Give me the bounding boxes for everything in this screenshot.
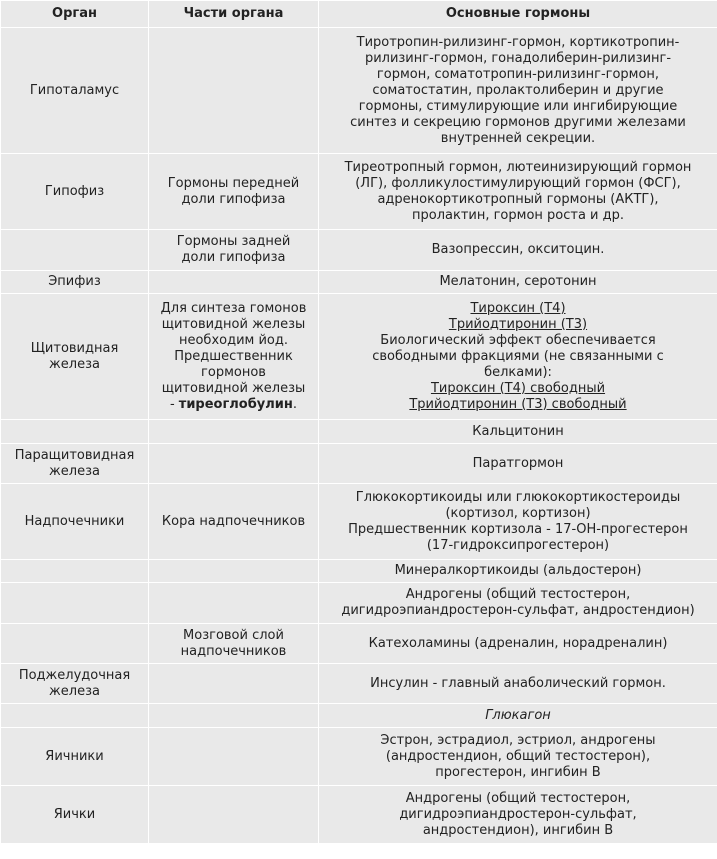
table-row	[1, 624, 717, 664]
organ-line: Поджелудочная	[18, 667, 131, 683]
part-line: Гормоны задней	[176, 234, 291, 249]
hormones-cell	[319, 704, 717, 728]
part-line: необходим йод.	[178, 332, 288, 348]
table-row	[1, 444, 717, 484]
part-line: доли гипофиза	[181, 250, 286, 265]
triiodothyronine-link[interactable]: Трийодтиронин (Т3)	[448, 316, 588, 332]
hormones-cell	[319, 728, 717, 786]
organ-cell	[1, 624, 149, 664]
organ-cell	[1, 704, 149, 728]
hormones-line: Эстрон, эстрадиол, эстриол, андрогены	[380, 732, 656, 748]
table-row	[1, 704, 717, 728]
hormones-line: Тиротропин-рилизинг-гормон, кортикотропин-	[356, 34, 680, 50]
hormones-line: (ЛГ), фолликулостимулирующий гормон (ФСГ),	[355, 175, 681, 191]
part-cell	[149, 786, 319, 844]
part-cell	[149, 728, 319, 786]
hormones-line: дигидроэпиандростерон-сульфат, андростендион)	[341, 603, 695, 618]
organ-cell	[1, 294, 149, 420]
organ-line: Паращитовидная	[14, 447, 135, 463]
hormones-line: гормон, соматотропин-рилизинг-гормон,	[376, 66, 660, 82]
hormones-line: пролактин, гормон роста и др.	[411, 207, 625, 223]
hormones-line: Андрогены (общий тестостерон,	[405, 587, 631, 602]
part-cell	[149, 294, 319, 420]
free-triiodothyronine-link[interactable]: Трийодтиронин (Т3) свободный	[409, 396, 627, 412]
hormones-line	[323, 317, 713, 333]
part-cell	[149, 444, 319, 484]
header-hormones: Основные гормоны	[319, 1, 717, 28]
hormones-line: внутренней секреции.	[440, 130, 596, 146]
part-cell	[149, 420, 319, 444]
table-header-row	[1, 1, 717, 28]
hormones-cell: Мелатонин, серотонин	[319, 271, 717, 294]
hormones-line: соматостатин, пролактолиберин и другие	[372, 82, 664, 98]
organ-cell	[1, 154, 149, 230]
hormones-line: Предшественник кортизола - 17-ОН-прогестерон	[348, 521, 688, 537]
hormones-line	[323, 301, 713, 317]
hormones-line: (кортизол, кортизон)	[445, 505, 591, 521]
part-cell	[149, 154, 319, 230]
part-suffix: .	[292, 396, 298, 412]
table-row	[1, 728, 717, 786]
part-line: Предшественник	[174, 348, 293, 364]
organ-cell	[1, 230, 149, 271]
hormones-line: прогестерон, ингибин В	[435, 764, 601, 780]
hormones-cell: Катехоламины (адреналин, норадреналин)	[319, 624, 717, 664]
part-line: Гормоны передней	[167, 175, 300, 191]
table-row	[1, 583, 717, 624]
part-cell	[149, 230, 319, 271]
part-line: Мозговой слой	[183, 627, 284, 643]
hormones-line: андростендион), ингибин В	[422, 822, 614, 838]
hormones-line: Глюкокортикоиды или глюкокортикостероиды	[355, 489, 681, 505]
table-row	[1, 560, 717, 583]
hormones-cell	[319, 786, 717, 844]
table-row	[1, 230, 717, 271]
thyroglobulin-term: тиреоглобулин	[178, 396, 293, 412]
part-cell	[149, 28, 319, 154]
organ-cell: Надпочечники	[1, 484, 149, 560]
hormones-line: (андростендион, общий тестостерон),	[385, 748, 651, 764]
organ-cell	[1, 560, 149, 583]
part-line: гормонов	[201, 364, 266, 380]
table-row	[1, 786, 717, 844]
hormones-line: Биологический эффект обеспечивается	[380, 332, 656, 348]
hormones-cell	[319, 28, 717, 154]
hormones-cell	[319, 154, 717, 230]
part-line: Для синтеза гомонов	[160, 300, 307, 316]
organ-cell	[1, 664, 149, 704]
hormones-cell: Минералкортикоиды (альдостерон)	[319, 560, 717, 583]
hormones-cell: Паратгормон	[319, 444, 717, 484]
hormones-line	[323, 381, 713, 397]
part-cell	[149, 624, 319, 664]
organ-line: Щитовидная	[30, 340, 119, 356]
free-thyroxine-link[interactable]: Тироксин (Т4) свободный	[430, 380, 606, 396]
organ-line: железа	[49, 356, 100, 372]
part-line: щитовидной железы	[161, 316, 306, 332]
table-row	[1, 664, 717, 704]
hormones-cell: Вазопрессин, окситоцин.	[319, 230, 717, 271]
organ-line: железа	[49, 683, 100, 699]
organ-cell: Яички	[1, 786, 149, 844]
table-row	[1, 28, 717, 154]
organ-cell: Яичники	[1, 728, 149, 786]
organ-name: Гипофиз	[44, 183, 105, 199]
hormones-cell: Инсулин - главный анаболический гормон.	[319, 664, 717, 704]
part-line	[153, 397, 314, 413]
hormones-cell	[319, 583, 717, 624]
part-cell	[149, 271, 319, 294]
hormones-line: синтез и секрецию гормонов другими железами	[350, 114, 686, 130]
hormones-line: Андрогены (общий тестостерон,	[405, 790, 631, 806]
hormones-line	[323, 397, 713, 413]
hormones-cell: Кальцитонин	[319, 420, 717, 444]
organ-cell	[1, 583, 149, 624]
part-line: надпочечников	[180, 643, 287, 659]
table-row	[1, 154, 717, 230]
table-row	[1, 484, 717, 560]
hormones-line: рилизинг-гормон, гонадолиберин-рилизинг-	[364, 50, 672, 66]
part-line: доли гипофиза	[181, 191, 286, 207]
part-cell: Кора надпочечников	[149, 484, 319, 560]
hormones-line: белками):	[484, 364, 552, 380]
organ-cell: Эпифиз	[1, 271, 149, 294]
hormones-line: (17-гидроксипрогестерон)	[426, 537, 610, 553]
organ-name: Гипоталамус	[29, 82, 120, 98]
organ-cell	[1, 444, 149, 484]
table-row	[1, 294, 717, 420]
thyroxine-link[interactable]: Тироксин (Т4)	[470, 300, 566, 316]
header-parts: Части органа	[149, 1, 319, 28]
table-row	[1, 420, 717, 444]
part-line: щитовидной железы	[161, 380, 306, 396]
organ-cell	[1, 420, 149, 444]
header-organ: Орган	[1, 1, 149, 28]
hormones-line: Тиреотропный гормон, лютеинизирующий гормон	[344, 159, 692, 175]
part-cell	[149, 664, 319, 704]
hormones-line: гормоны, стимулирующие или ингибирующие	[358, 98, 678, 114]
hormones-line: адренокортикотропный гормоны (АКТГ),	[377, 191, 659, 207]
part-prefix: -	[169, 396, 179, 412]
table-row	[1, 271, 717, 294]
part-cell	[149, 583, 319, 624]
part-cell	[149, 560, 319, 583]
hormones-line: свободными фракциями (не связанными с	[372, 348, 664, 364]
organ-line: железа	[49, 463, 100, 479]
part-cell	[149, 704, 319, 728]
glucagon-text: Глюкагон	[485, 707, 551, 723]
hormones-cell	[319, 484, 717, 560]
hormones-line: дигидроэпиандростерон-сульфат,	[399, 806, 637, 822]
hormones-cell	[319, 294, 717, 420]
organ-cell	[1, 28, 149, 154]
